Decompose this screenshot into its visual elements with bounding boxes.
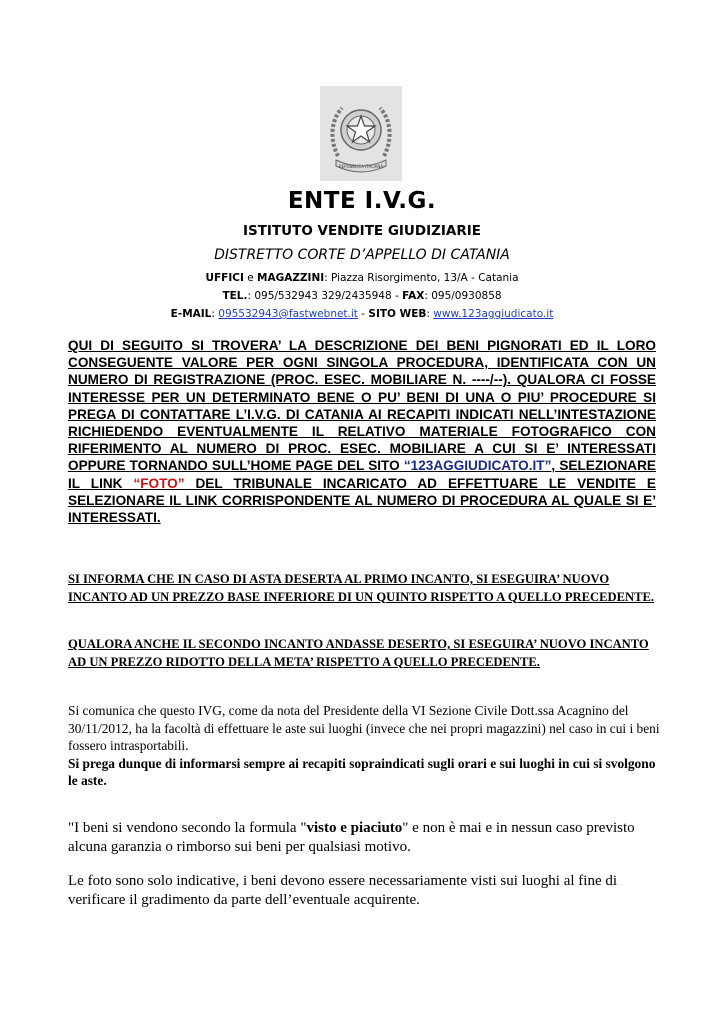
warehouses-label: MAGAZZINI bbox=[257, 272, 325, 284]
intro-text-2: , SELEZIONARE IL LINK bbox=[68, 458, 656, 491]
phone-line bbox=[0, 287, 724, 305]
address-text: : Piazza Risorgimento, 13/A - Catania bbox=[324, 272, 519, 284]
visto-paragraph bbox=[68, 819, 660, 857]
visto-text-pre: "I beni si vendono secondo la formula " bbox=[68, 820, 307, 836]
intro-paragraph bbox=[68, 337, 656, 526]
visto-bold: visto e piaciuto bbox=[306, 820, 403, 836]
intro-text-1: QUI DI SEGUITO SI TROVERA’ LA DESCRIZIONE DEI BENI PIGNORATI ED IL LORO CONSEGUENTE VALORE PER OGNI SINGOLA PROCEDURA, IDENTIFICATA CON UN NUMERO DI REGISTRAZIONE (PROC. ESEC. MOBILIARE N. ----/--). QUALORA CI FOSSE INTERESSE PER UN DETERMINATO BENE O PU’ BENI DI UNA O PIU’ PROCEDURE SI PREGA DI CONTATTARE L’I.V.G. DI CATANIA AI RECAPITI INDICATI NELL’INTESTAZIONE RICHIEDENDO EVENTUALMENTE IL RELATIVO MATERIALE FOTOGRAFICO CON RIFERIMENTO AL NUMERO DI PROC. ESEC. MOBILIARE A CUI SI E’ INTERESSATI OPPURE TORNANDO SULL’HOME PAGE DEL SITO bbox=[68, 338, 656, 474]
communication-text: Si comunica che questo IVG, come da nota del Presidente della VI Sezione Civile Dott.ssa Acagnino del 30/11/2012, ha la facoltà di effettuare le aste sui luoghi (invece che nei propri magazzini) nel caso in cui i beni fossero intrasportabili. bbox=[68, 703, 660, 753]
email-colon: : bbox=[211, 308, 219, 320]
republic-emblem-logo bbox=[320, 86, 402, 181]
email-link[interactable]: 095532943@fastwebnet.it bbox=[218, 308, 358, 320]
fax-value: : 095/0930858 bbox=[424, 290, 502, 302]
address-line bbox=[0, 269, 724, 287]
email-label: E-MAIL bbox=[170, 308, 212, 320]
communication-bold-text: Si prega dunque di informarsi sempre ai recapiti sopraindicati sugli orari e sui luoghi in cui si svolgono le aste. bbox=[68, 755, 656, 788]
offices-label: UFFICI bbox=[205, 272, 244, 284]
communication-paragraph bbox=[68, 702, 660, 790]
tel-label: TEL. bbox=[222, 290, 248, 302]
fax-label: FAX bbox=[402, 290, 425, 302]
site-colon: : bbox=[426, 308, 434, 320]
tel-value: : 095/532943 329/2435948 - bbox=[247, 290, 403, 302]
emblem-ribbon-text: REPUBBLICA ITALIANA bbox=[338, 164, 384, 169]
separator: - bbox=[357, 308, 369, 320]
visto-text-post: " e non è mai e in nessun caso previsto alcuna garanzia o rimborso sui beni per qualsiasi motivo. bbox=[68, 820, 635, 855]
intro-text-3: DEL TRIBUNALE INCARICATO AD EFFETTUARE LE VENDITE E SELEZIONARE IL LINK CORRISPONDENTE AL NUMERO DI PROCEDURA AL QUALE SI E’ INTERESSATI. bbox=[68, 475, 656, 526]
web-line bbox=[0, 305, 724, 323]
notice-first-auction: SI INFORMA CHE IN CASO DI ASTA DESERTA AL PRIMO INCANTO, SI ESEGUIRA’ NUOVO INCANTO AD UN PREZZO BASE INFERIORE DI UN QUINTO RISPETTO A QUELLO PRECEDENTE. bbox=[68, 572, 655, 604]
notice-second-auction: QUALORA ANCHE IL SECONDO INCANTO ANDASSE DESERTO, SI ESEGUIRA’ NUOVO INCANTO AD UN PREZZO RIDOTTO DELLA META’ RISPETTO A QUELLO PRECEDENTE. bbox=[68, 637, 649, 669]
and-text: e bbox=[243, 272, 257, 284]
letterhead bbox=[0, 186, 724, 323]
org-name: ENTE I.V.G. bbox=[287, 188, 437, 214]
org-district: DISTRETTO CORTE D’APPELLO DI CATANIA bbox=[214, 247, 510, 263]
intro-foto-link-name: “FOTO” bbox=[133, 475, 185, 491]
emblem-icon bbox=[320, 86, 402, 181]
website-link[interactable]: www.123aggiudicato.it bbox=[433, 308, 554, 320]
contact-info bbox=[0, 269, 724, 323]
intro-site-name: “123AGGIUDICATO.IT” bbox=[403, 458, 552, 474]
foto-note-paragraph: Le foto sono solo indicative, i beni devono essere necessariamente visti sui luoghi al fine di verificare il gradimento da parte dell’eventuale acquirente. bbox=[68, 873, 618, 908]
org-full-name: ISTITUTO VENDITE GIUDIZIARIE bbox=[242, 223, 482, 239]
site-label: SITO WEB bbox=[368, 308, 427, 320]
